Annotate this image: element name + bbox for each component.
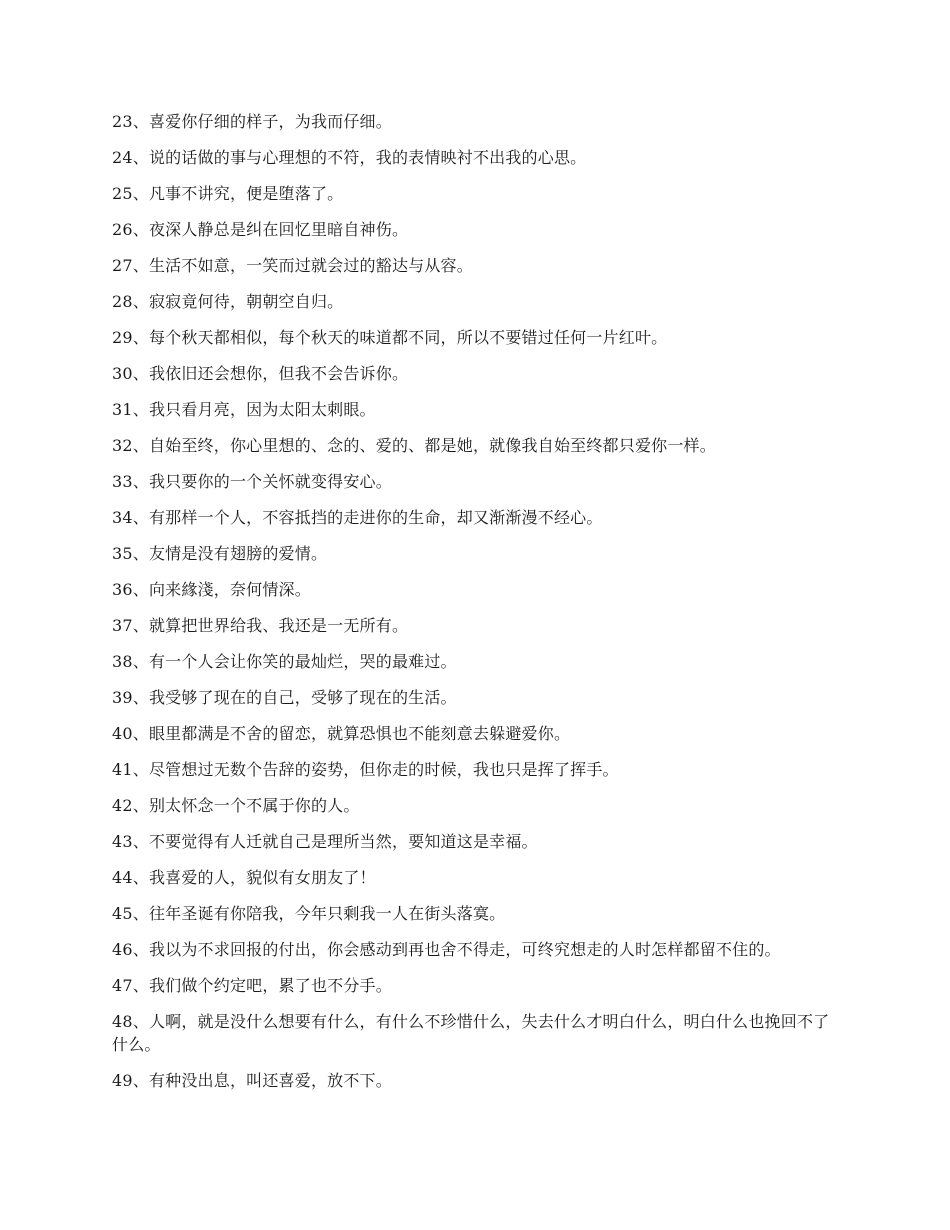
list-item: 42、别太怀念一个不属于你的人。 [112, 796, 360, 815]
list-item: 43、不要觉得有人迁就自己是理所当然，要知道这是幸福。 [112, 832, 538, 851]
list-item: 37、就算把世界给我、我还是一无所有。 [112, 616, 409, 635]
list-item: 29、每个秋天都相似，每个秋天的味道都不同，所以不要错过任何一片红叶。 [112, 328, 668, 347]
list-item: 26、夜深人静总是纠在回忆里暗自神伤。 [112, 220, 409, 239]
list-item: 44、我喜爱的人，貌似有女朋友了！ [112, 868, 376, 887]
list-item: 34、有那样一个人，不容抵挡的走进你的生命，却又渐渐漫不经心。 [112, 508, 603, 527]
quote-list [112, 110, 830, 1105]
list-item: 47、我们做个约定吧，累了也不分手。 [112, 976, 392, 995]
list-item: 49、有种没出息，叫还喜爱，放不下。 [112, 1071, 392, 1090]
list-item: 39、我受够了现在的自己，受够了现在的生活。 [112, 688, 457, 707]
list-item: 40、眼里都满是不舍的留恋，就算恐惧也不能刻意去躲避爱你。 [112, 724, 571, 743]
list-item: 24、说的话做的事与心理想的不符，我的表情映衬不出我的心思。 [112, 148, 587, 167]
list-item: 46、我以为不求回报的付出，你会感动到再也舍不得走，可终究想走的人时怎样都留不住的。 [112, 940, 781, 959]
list-item: 38、有一个人会让你笑的最灿烂，哭的最难过。 [112, 652, 457, 671]
list-item: 48、人啊，就是没什么想要有什么，有什么不珍惜什么，失去什么才明白什么，明白什么也挽回不了什么。 [112, 1012, 830, 1054]
list-item: 25、凡事不讲究，便是堕落了。 [112, 184, 344, 203]
list-item: 28、寂寂竟何待，朝朝空自归。 [112, 292, 344, 311]
list-item: 32、自始至终，你心里想的、念的、爱的、都是她，就像我自始至终都只爱你一样。 [112, 436, 716, 455]
list-item: 45、往年圣诞有你陪我，今年只剩我一人在街头落寞。 [112, 904, 506, 923]
list-item: 23、喜爱你仔细的样子，为我而仔细。 [112, 112, 392, 131]
list-item: 31、我只看月亮，因为太阳太刺眼。 [112, 400, 376, 419]
list-item: 30、我依旧还会想你，但我不会告诉你。 [112, 364, 409, 383]
list-item: 36、向来緣淺，奈何情深。 [112, 580, 311, 599]
list-item: 33、我只要你的一个关怀就变得安心。 [112, 472, 392, 491]
list-item: 41、尽管想过无数个告辞的姿势，但你走的时候，我也只是挥了挥手。 [112, 760, 619, 779]
list-item: 35、友情是没有翅膀的爱情。 [112, 544, 328, 563]
list-item: 27、生活不如意，一笑而过就会过的豁达与从容。 [112, 256, 473, 275]
